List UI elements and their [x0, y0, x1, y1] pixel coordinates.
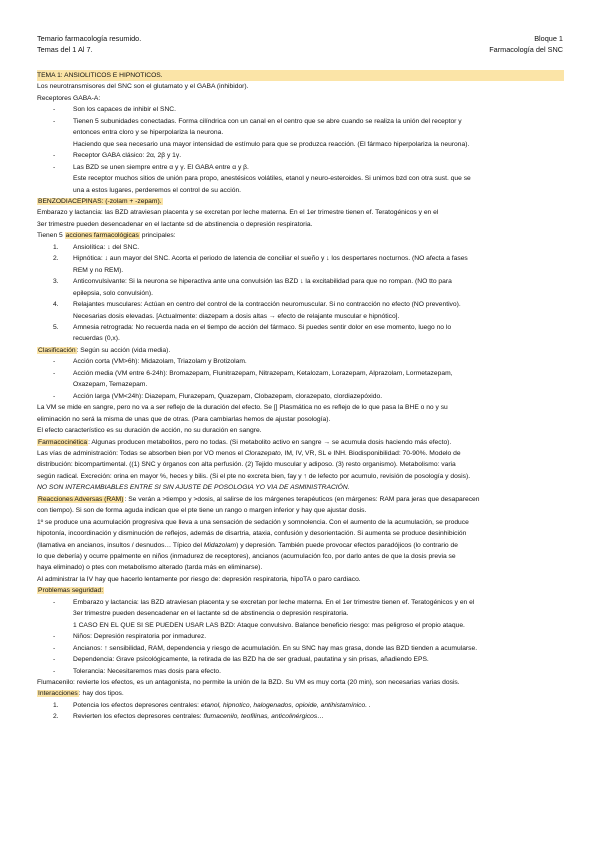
- header-block: Bloque 1: [534, 34, 563, 43]
- list-item: - Tienen 5 subunidades conectadas. Forma cilíndrica con un canal en el centro que se abre cuando se realiza la unión del receptor y: [37, 116, 564, 127]
- interactions: Interacciones: hay dos tipos.: [38, 690, 124, 698]
- paragraph: Las vías de administración: Todas se absorben bien por VO menos el Clorazepato, IM, IV, VR, SL e INH. Biodisponibilidad: 70-90%. Modelo de: [37, 449, 461, 457]
- pharmacokinetics: Farmacocinética: Algunas producen metabolitos, pero no todas. (Si metabolito activo en sangre → se acumula dosis haciendo más efecto).: [38, 438, 452, 446]
- paragraph: Embarazo y lactancia: las BZD atraviesan placenta y se excretan por leche materna. En el 1er trimestre tienen ef. Teratogénicos y en el: [37, 209, 439, 217]
- paragraph: distribución: bicompartimental. ((1) SNC y órganos con alta perfusión. (2) Tejido muscular y adiposo. (3) resto organismo). Metabolismo: varia: [37, 461, 456, 469]
- safety-list-2: [37, 631, 564, 677]
- list-item: 2. Hipnótica: ↓ aun mayor del SNC. Acorta el periodo de latencia de conciliar el sueño y ↓ los despertares nocturnos. (NO afecta a fases: [53, 255, 468, 263]
- list-item-continuation: Oxazepam, Temazepam.: [73, 381, 148, 389]
- list-item-continuation: Haciendo que sea necesario una mayor intensidad de estímulo para que se produzca reacción. (El fármaco hiperpolariza la neurona).: [73, 140, 470, 148]
- list-item: - Son los capaces de inhibir el SNC.: [37, 104, 564, 115]
- effects-intro: Tienen 5 acciones farmacológicas principales:: [37, 232, 176, 240]
- classification: Clasificación: Según su acción (vida media).: [38, 346, 171, 354]
- list-item-continuation: 1 CASO EN EL QUE SI SE PUEDEN USAR LAS BZD: Ataque convulsivo. Balance beneficio riesgo: mas peligroso el propio ataque.: [73, 621, 465, 629]
- paragraph: eliminación no será la misma de unas que de otras. (Para cambiarlas hemos de ajustar posología).: [37, 415, 331, 423]
- classification-list: [37, 356, 564, 379]
- paragraph: La VM se mide en sangre, pero no va a ser reflejo de la duración del efecto. Se [] Plasmática no es reflejo de lo que pasa la BHE o no y su: [37, 404, 448, 412]
- paragraph: (llamativa en ancianos, insultos / desnudos… Típico del Midazolam) y depresión. También puede provocar efectos paradójicos (lo contrario de: [37, 541, 458, 549]
- safety-title: Problemas seguridad:: [38, 587, 104, 595]
- list-item: - Acción media (VM entre 6-24h): Bromazepam, Flunitrazepam, Nitrazepam, Ketalozam, Lorazepam, Alprazolam, Lormetazepam,: [37, 368, 564, 379]
- list-item: - Receptor GABA clásico: 2α, 2β y 1γ.: [37, 150, 564, 161]
- header-right: [489, 33, 563, 55]
- list-item-continuation: recuerdas (0,x).: [73, 335, 120, 343]
- paragraph: con tiempo). Si son de forma aguda indican que el pte tiene un rango o margen inferior y hay que ajustar dosis.: [37, 507, 367, 515]
- paragraph: lo que debería) y ocurre ppalmente en niños (inmadurez de receptores), ancianos (acumulación fco, por darlo antes de que la dosis previa se: [37, 553, 456, 561]
- interactions-list: [37, 700, 564, 723]
- header-topics: Temas del 1 Al 7.: [37, 45, 93, 54]
- highlight: Reacciones Adversas (RAM): [38, 495, 124, 503]
- list-item: 3. Anticonvulsivante: Si la neurona se hiperactiva ante una convulsión las BZD ↓ la excitabilidad para que no rompan. (NO tto para: [53, 278, 452, 286]
- list-item: - Embarazo y lactancia: las BZD atraviesan placenta y se excretan por leche materna. En el 1er trimestre tienen ef. Teratogénicos y en el: [37, 597, 564, 608]
- list-item: 1. Potencia los efectos depresores centrales: etanol, hipnotico, halogenados, opioide, antihistamínico. .: [53, 701, 371, 709]
- header-course: Temario farmacología resumido.: [37, 34, 142, 43]
- adverse-reactions: Reacciones Adversas (RAM): Se verán a >tiempo y >dosis, al salirse de los márgenes terapéuticos (en márgenes: RAM para jeras que desaparecen: [38, 495, 480, 503]
- effects-list: [37, 242, 564, 345]
- highlight: Farmacocinética: [38, 438, 88, 446]
- warning-text: NO SON INTERCAMBIABLES ENTRE SI SIN AJUSTE DE POSOLOGIA YO VIA DE ASMINISTRACIÓN.: [37, 484, 350, 492]
- section-title: TEMA 1: ANSIOLITICOS E HIPNOTICOS.: [37, 70, 564, 81]
- gaba-list-2: [37, 150, 564, 173]
- list-item: - Ancianos: ↑ sensibilidad, RAM, dependencia y riesgo de acumulación. En su SNC hay mas grasa, donde las BZD tienden a acumularse.: [37, 643, 564, 654]
- list-item-continuation: una a estos lugares, perderemos el control de su acción.: [73, 186, 242, 194]
- list-item: - Dependencia: Grave psicológicamente, la retirada de las BZD ha de ser gradual, pautatina y sin prisas, añadiendo EPS.: [37, 654, 564, 665]
- bzd-title: BENZODIACEPINAS: (-zolam + -zepam).: [38, 197, 162, 205]
- paragraph: Flumacenilo: revierte los efectos, es un antagonista, no permite la unión de la BZD. Su VM es muy corta (20 min), son necesarias varias dosis.: [37, 679, 460, 687]
- list-item-continuation: entonces entra cloro y se hiperpolariza la neurona.: [73, 129, 224, 137]
- list-item: - Las BZD se unen siempre entre α y γ. El GABA entre α y β.: [37, 162, 564, 173]
- list-item: - Acción larga (VM<24h): Diazepam, Flurazepam, Quazepam, Clobazepam, clorazepato, clordiazepóxido.: [37, 391, 564, 402]
- document-body: [37, 70, 564, 723]
- highlight: Interacciones: [38, 690, 78, 698]
- list-item: 4. Relajantes musculares: Actúan en centro del control de la contracción neuromuscular. Si no contracción no efecto (NO preventivo).: [53, 301, 461, 309]
- paragraph: 3er trimestre pueden desencadenar en el lactante sd de abstinencia o depresión respiratoria.: [37, 220, 313, 228]
- list-item-continuation: Necesarias dosis elevadas. [Actualmente: diazepam a dosis altas → efecto de relajante muscular e hipnótico].: [73, 312, 400, 320]
- classification-list-2: [37, 391, 564, 402]
- paragraph: hipotonía, incoordinación y disminución de reflejos, además de disartria, ataxia, confusión y desorientación. Si aumenta se produce desinhibición: [37, 530, 467, 538]
- list-item: 1. Ansiolítica: ↓ del SNC.: [53, 243, 140, 251]
- paragraph: 1º se produce una acumulación progresiva que lleva a una sensación de sedación y somnolencia. Con el aumento de la acumulación, se produce: [37, 518, 469, 526]
- highlight: Clasificación: [38, 346, 76, 354]
- list-item: 2. Revierten los efectos depresores centrales: flumacenilo, teofilinas, anticolinérgicos…: [53, 713, 324, 721]
- list-item: - Acción corta (VM>6h): Midazolam, Triazolam y Brotizolam.: [37, 356, 564, 367]
- list-item: - Tolerancia: Necesitaremos mas dosis para efecto.: [37, 666, 564, 677]
- list-item-continuation: Este receptor muchos sitios de unión para propo, anestésicos volátiles, etanol y neuro-esteroides. Si unimos bzd con otra sust. que se: [73, 175, 471, 183]
- list-item-continuation: 3er trimestre pueden desencadenar en el lactante sd de abstinencia o depresión respiratoria.: [73, 610, 349, 618]
- gaba-list: [37, 104, 564, 127]
- gaba-title: Receptores GABA-A:: [37, 94, 101, 102]
- list-item: - Niños: Depresión respiratoria por inmadurez.: [37, 631, 564, 642]
- paragraph: según radical. Excreción: orina en mayor %, heces y bilis. (Si el pte no excreta bien, fay y ↑ de lefecto por acumulo, revisión de posología y dosis).: [37, 472, 471, 480]
- paragraph: El efecto característico es su duración de acción, no su duración en sangre.: [37, 427, 262, 435]
- safety-list: [37, 597, 564, 608]
- list-item-continuation: REM y no REM).: [73, 266, 124, 274]
- header-left: [37, 33, 141, 55]
- header-subject: Farmacología del SNC: [489, 45, 563, 54]
- paragraph: haya eliminado) o ptes con metabolismo alterado (tarda más en eliminarse).: [37, 564, 263, 572]
- paragraph: Al administrar la IV hay que hacerlo lentamente por riesgo de: depresión respiratoria, hipoTA o paro cardiaco.: [37, 575, 361, 583]
- highlight: acciones farmacológicas: [65, 232, 139, 240]
- list-item-continuation: epilepsia, solo convulsión).: [73, 289, 153, 297]
- intro-text: Los neurotransmisores del SNC son el glutamato y el GABA (inhibidor).: [37, 83, 249, 91]
- list-item: 5. Amnesia retrograda: No recuerda nada en el tiempo de acción del fármaco. Si puedes sentir dolor en ese momento, luego no lo: [53, 323, 452, 331]
